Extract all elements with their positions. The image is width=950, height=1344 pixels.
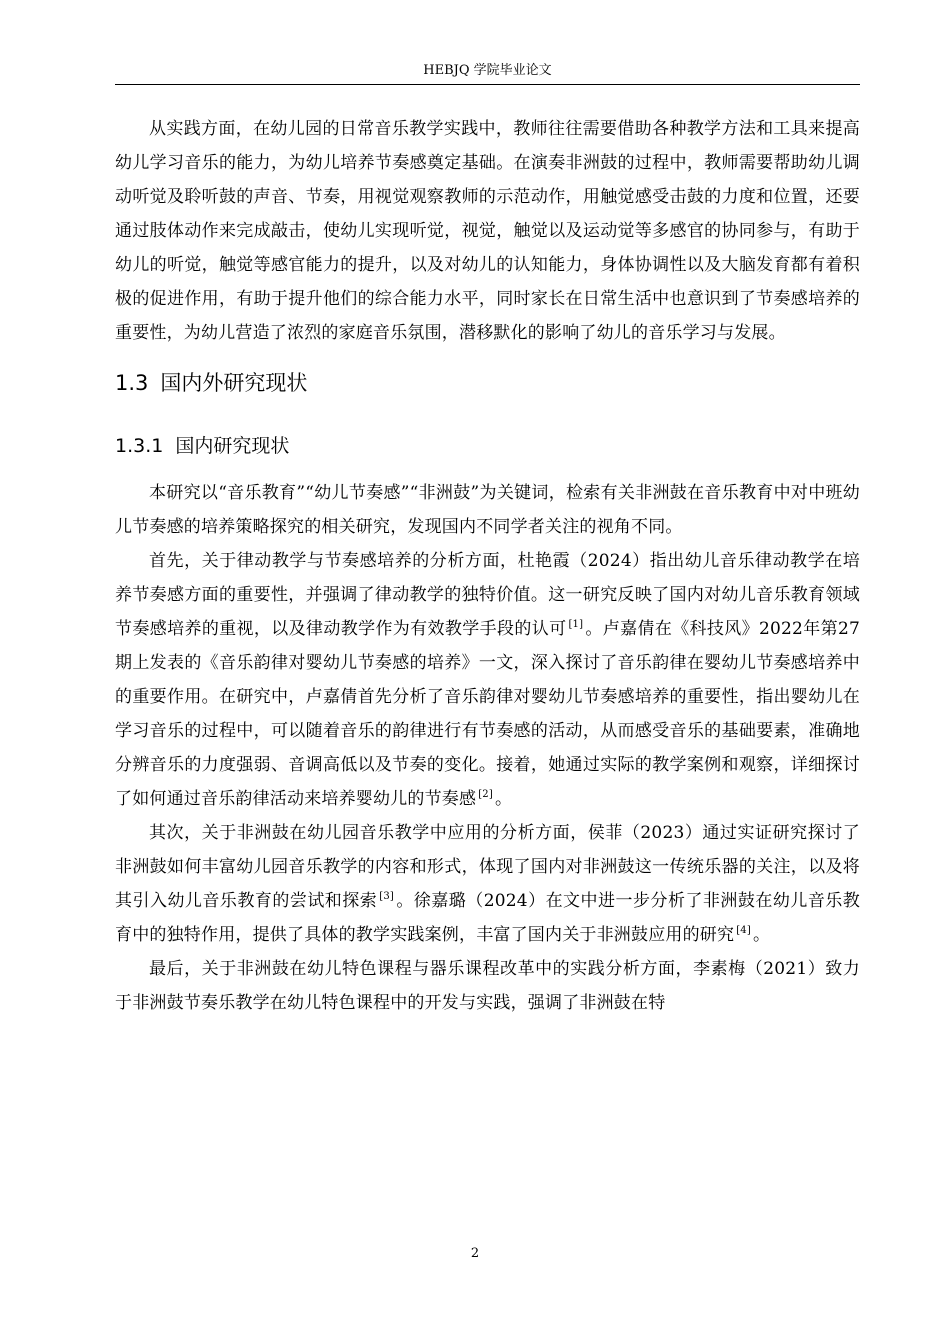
- paragraph-keywords: 本研究以“音乐教育”“幼儿节奏感”“非洲鼓”为关键词，检索有关非洲鼓在音乐教育中对中班幼儿节奏感的培养策略探究的相关研究，发现国内不同学者关注的视角不同。: [115, 483, 860, 537]
- citation-ref-3[interactable]: [3]: [379, 891, 395, 902]
- section-heading-1-3: [115, 350, 860, 416]
- paragraph-curriculum: 最后，关于非洲鼓在幼儿特色课程与器乐课程改革中的实践分析方面，李素梅（2021）致力于非洲鼓节奏乐教学在幼儿特色课程中的开发与实践，强调了非洲鼓在特: [115, 959, 860, 1013]
- subsection-title: 国内研究现状: [175, 435, 290, 457]
- citation-ref-2[interactable]: [2]: [478, 789, 493, 800]
- citation-ref-4[interactable]: [4]: [736, 925, 751, 936]
- text-segment: 。卢嘉倩在《科技风》2022年第27期上发表的《音乐韵律对婴幼儿节奏感的培养》一文，深入探讨了音乐韵律在婴幼儿节奏感培养中的重要作用。在研究中，卢嘉倩首先分析了音乐韵律对婴幼儿节奏感培养的重要性，指出婴幼儿在学习音乐的过程中，可以随着音乐的韵律进行有节奏感的活动，从而感受音乐的基础要素，准确地分辨音乐的力度强弱、音调高低以及节奏的变化。接着，她通过实际的教学案例和观察，详细探讨了如何通过音乐韵律活动来培养婴幼儿的节奏感: [115, 619, 860, 809]
- header-rule: [115, 84, 860, 85]
- paragraph-practice: 从实践方面，在幼儿园的日常音乐教学实践中，教师往往需要借助各种教学方法和工具来提高幼儿学习音乐的能力，为幼儿培养节奏感奠定基础。在演奏非洲鼓的过程中，教师需要帮助幼儿调动听觉及聆听鼓的声音、节奏，用视觉观察教师的示范动作，用触觉感受击鼓的力度和位置，还要通过肢体动作来完成敲击，使幼儿实现听觉，视觉，触觉以及运动觉等多感官的协同参与，有助于幼儿的听觉，触觉等感官能力的提升，以及对幼儿的认知能力，身体协调性以及大脑发育都有着积极的促进作用，有助于提升他们的综合能力水平，同时家长在日常生活中也意识到了节奏感培养的重要性，为幼儿营造了浓烈的家庭音乐氛围，潜移默化的影响了幼儿的音乐学习与发展。: [115, 119, 860, 343]
- page-body: [115, 112, 860, 1020]
- section-number: 1.3: [115, 371, 149, 395]
- text-segment: 。徐嘉璐（2024）在文中进一步分析了非洲鼓在幼儿音乐教育中的独特作用，提供了具体的教学实践案例，丰富了国内关于非洲鼓应用的研究: [115, 891, 860, 945]
- page-number: 2: [470, 1246, 480, 1261]
- text-segment: 其次，关于非洲鼓在幼儿园音乐教学中应用的分析方面，侯菲（2023）通过实证研究探讨了非洲鼓如何丰富幼儿园音乐教学的内容和形式，体现了国内对非洲鼓这一传统乐器的关注，以及将其引入幼儿音乐教育的尝试和探索: [115, 823, 860, 911]
- text-segment: 。: [494, 789, 513, 809]
- text-segment: 。: [752, 925, 771, 945]
- section-heading-1-3-1: [115, 416, 860, 476]
- citation-ref-1[interactable]: [1]: [568, 619, 584, 630]
- running-header: HEBJQ 学院毕业论文: [423, 63, 552, 78]
- paragraph-rhythm-teaching: [115, 544, 860, 816]
- text-segment: 首先，关于律动教学与节奏感培养的分析方面，杜艳霞（2024）指出幼儿音乐律动教学在培养节奏感方面的重要性，并强调了律动教学的独特价值。这一研究反映了国内对幼儿音乐教育领域节奏感培养的重视，以及律动教学作为有效教学手段的认可: [115, 551, 860, 639]
- section-title: 国内外研究现状: [160, 371, 308, 395]
- paragraph-african-drum: [115, 816, 860, 952]
- subsection-number: 1.3.1: [115, 435, 164, 457]
